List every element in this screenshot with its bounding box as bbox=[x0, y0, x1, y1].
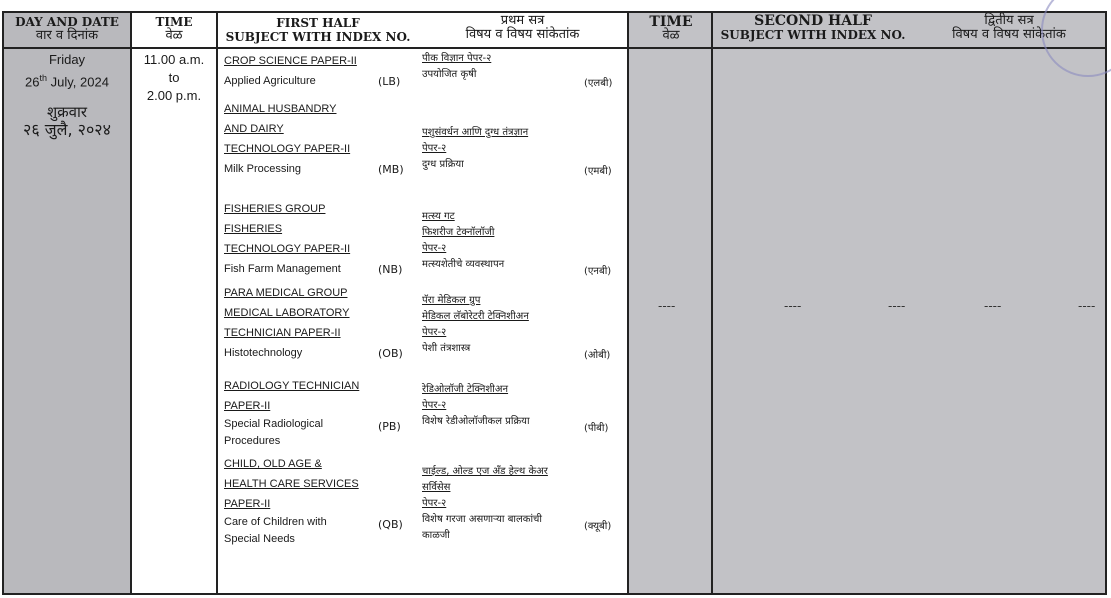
subject-name-en: Procedures bbox=[224, 435, 281, 447]
paper-heading-mr: चाईल्ड, ओल्ड एज अँड हेल्थ केअर bbox=[422, 466, 548, 477]
paper-heading-mr: पेपर-२ bbox=[422, 498, 447, 509]
subject-name-en: Milk Processing bbox=[224, 163, 302, 175]
paper-heading-mr: रेडिओलॉजी टेक्निशीअन bbox=[422, 384, 509, 395]
subject-name-mr: विशेष रेडीओलॉजीकल प्रक्रिया bbox=[422, 416, 530, 427]
paper-heading-en: FISHERIES GROUP bbox=[224, 203, 326, 215]
paper-heading-en: TECHNICIAN PAPER-II bbox=[224, 327, 341, 339]
paper-heading-mr: मेडिकल लॅबोरेटरी टेक्निशीअन bbox=[422, 311, 529, 322]
paper-heading-mr: पेपर-२ bbox=[422, 243, 447, 254]
subject-name-mr: पेशी तंत्रशास्त्र bbox=[422, 343, 471, 354]
header-second-half: SECOND HALF SUBJECT WITH INDEX NO. द्वितीय सत्र विषय व विषय सांकेतांक bbox=[720, 13, 1066, 42]
index-code-en: (PB) bbox=[378, 420, 401, 433]
index-code-mr: (एलबी) bbox=[584, 78, 613, 89]
subject-name-en: Special Radiological bbox=[224, 418, 324, 430]
time-cell: 11.00 a.m. to 2.00 p.m. bbox=[143, 52, 205, 103]
header-day-date: DAY AND DATE वार व दिनांक bbox=[15, 15, 119, 43]
paper-heading-en: PAPER-II bbox=[224, 400, 271, 412]
second-half-mr-dash-2: ---- bbox=[1078, 299, 1096, 313]
index-code-mr: (एनबी) bbox=[584, 266, 612, 277]
subject-mr bbox=[422, 464, 622, 544]
date-mr: २६ जुलै, २०२४ bbox=[23, 120, 111, 140]
index-code-mr: (क्यूबी) bbox=[584, 521, 612, 532]
subject-name-en: Care of Children with bbox=[224, 516, 327, 528]
header-first-half: FIRST HALF SUBJECT WITH INDEX NO. प्रथम सत्र विषय व विषय सांकेतांक bbox=[225, 13, 580, 44]
subject-name-en: Fish Farm Management bbox=[224, 263, 341, 275]
paper-heading-en: ANIMAL HUSBANDRY bbox=[224, 103, 337, 115]
subject-en bbox=[224, 454, 424, 548]
paper-heading-mr: पेपर-२ bbox=[422, 143, 447, 154]
index-code-en: (OB) bbox=[378, 347, 403, 360]
subject-name-en: Applied Agriculture bbox=[224, 75, 316, 87]
paper-heading-en: PARA MEDICAL GROUP bbox=[224, 287, 348, 299]
header-time: TIME वेळ bbox=[155, 15, 193, 43]
time2-dash: ---- bbox=[658, 299, 676, 313]
index-code-en: (LB) bbox=[378, 75, 401, 88]
second-half-en-dash-2: ---- bbox=[888, 299, 906, 313]
subject-name-en: Histotechnology bbox=[224, 347, 303, 359]
day-mr: शुक्रवार bbox=[46, 103, 88, 122]
second-half-en-dash-1: ---- bbox=[784, 299, 802, 313]
subject-name-mr: मत्स्यशेतीचे व्यवस्थापन bbox=[422, 259, 505, 270]
paper-heading-en: MEDICAL LABORATORY bbox=[224, 307, 350, 319]
index-code-en: (MB) bbox=[378, 163, 404, 176]
subject-name-en: Special Needs bbox=[224, 533, 295, 545]
second-half-column bbox=[713, 13, 1105, 593]
paper-heading-mr: मत्स्य गट bbox=[422, 211, 455, 222]
paper-heading-mr: सर्विसेस bbox=[422, 482, 451, 493]
day-date-cell bbox=[4, 51, 130, 139]
paper-heading-en: TECHNOLOGY PAPER-II bbox=[224, 243, 351, 255]
paper-heading-en: AND DAIRY bbox=[224, 123, 284, 135]
subject-name-mr: उपयोजित कृषी bbox=[422, 69, 477, 80]
paper-heading-en: HEALTH CARE SERVICES bbox=[224, 478, 359, 490]
timetable-frame bbox=[2, 11, 1107, 595]
paper-heading-en: TECHNOLOGY PAPER-II bbox=[224, 143, 351, 155]
subject-name-mr: दुग्ध प्रक्रिया bbox=[422, 159, 464, 170]
first-half-entries bbox=[218, 49, 627, 593]
paper-heading-mr: पॅरा मेडिकल ग्रुप bbox=[422, 295, 481, 306]
paper-heading-en: RADIOLOGY TECHNICIAN bbox=[224, 380, 360, 392]
paper-heading-mr: फिशरीज टेक्नॉलॉजी bbox=[422, 227, 495, 238]
paper-heading-en: FISHERIES bbox=[224, 223, 283, 235]
subject-en bbox=[224, 376, 424, 450]
paper-heading-mr: पीक विज्ञान पेपर-२ bbox=[422, 53, 492, 64]
index-code-mr: (ओबी) bbox=[584, 350, 611, 361]
index-code-en: (QB) bbox=[378, 518, 403, 531]
paper-heading-mr: पेपर-२ bbox=[422, 400, 447, 411]
index-code-mr: (एमबी) bbox=[584, 166, 612, 177]
paper-heading-en: CROP SCIENCE PAPER-II bbox=[224, 55, 357, 67]
header-time-2: TIME वेळ bbox=[649, 14, 693, 43]
paper-heading-mr: पेपर-२ bbox=[422, 327, 447, 338]
subject-name-mr: विशेष गरजा असणाऱ्या बालकांची bbox=[422, 514, 542, 525]
day-en: Friday bbox=[48, 52, 86, 67]
paper-heading-en: CHILD, OLD AGE & bbox=[224, 458, 322, 470]
paper-heading-mr: पशुसंवर्धन आणि दुग्ध तंत्रज्ञान bbox=[422, 127, 529, 138]
date-en: 26th July, 2024 bbox=[25, 73, 109, 90]
second-half-mr-dash-1: ---- bbox=[984, 299, 1002, 313]
paper-heading-en: PAPER-II bbox=[224, 498, 271, 510]
index-code-mr: (पीबी) bbox=[584, 423, 609, 434]
index-code-en: (NB) bbox=[378, 263, 403, 276]
subject-name-mr: काळजी bbox=[422, 530, 450, 541]
